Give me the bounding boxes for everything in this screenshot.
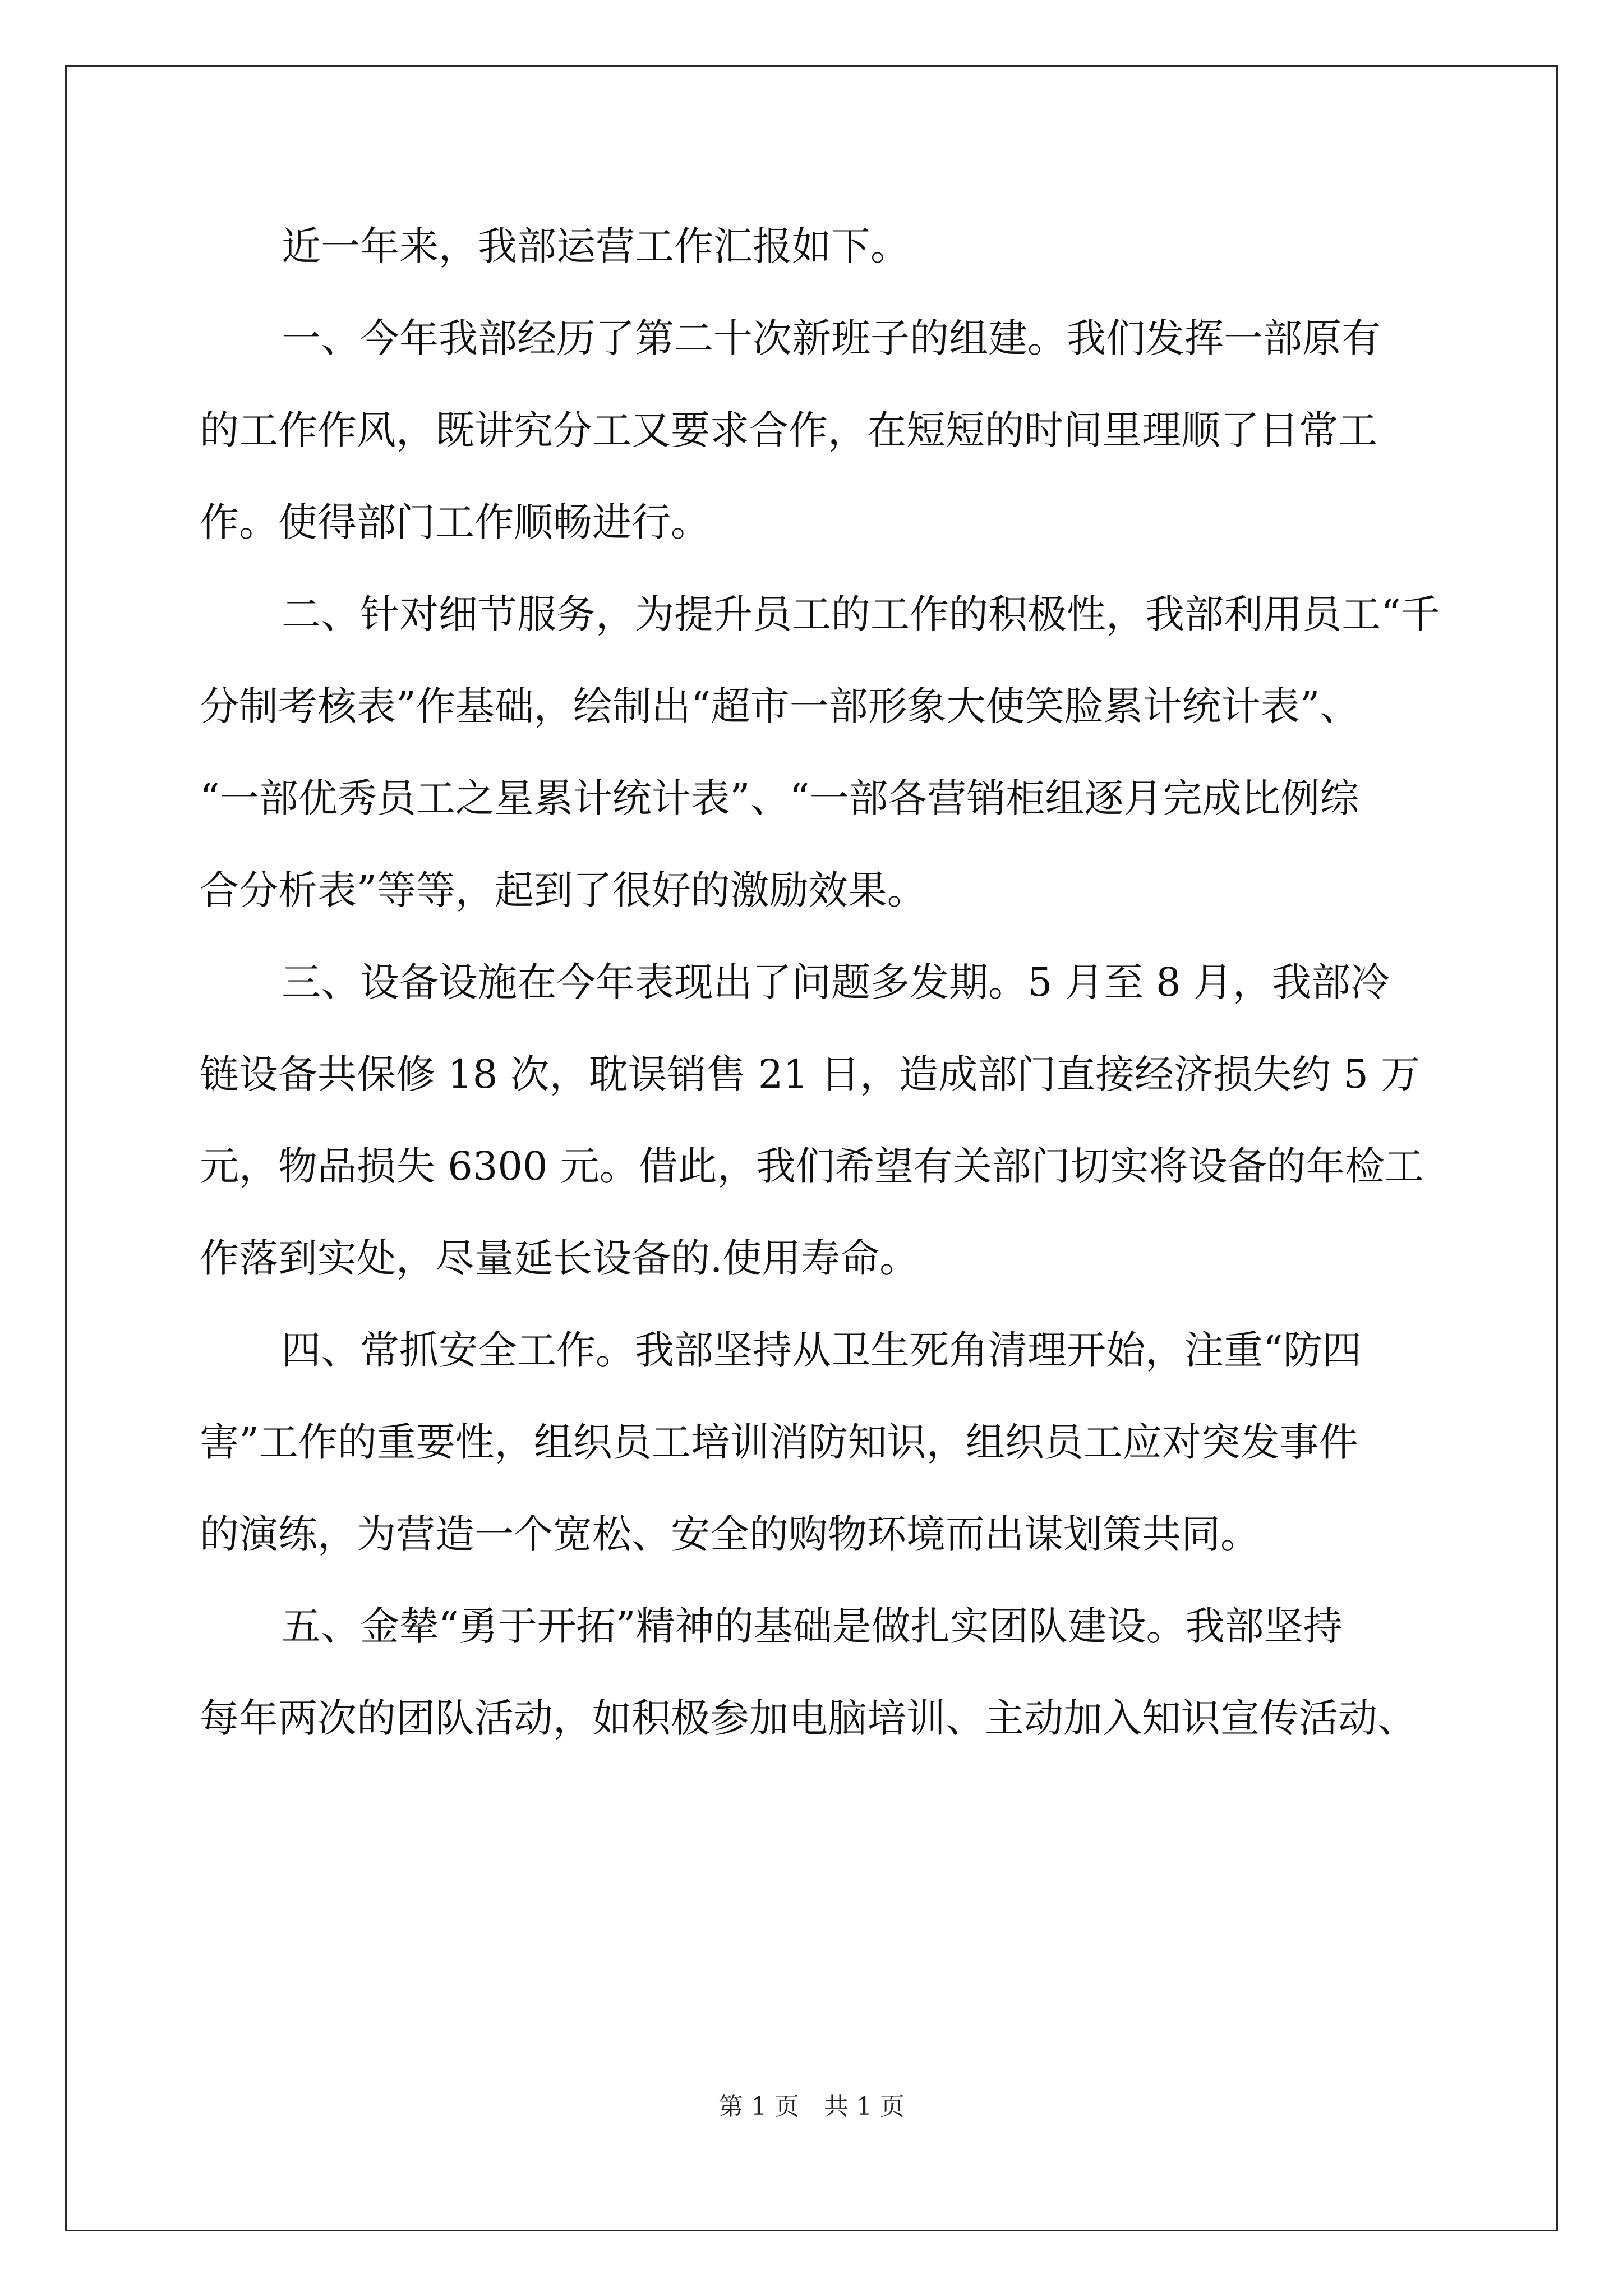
paragraph-5-line-1: 四、常抓安全工作。我部坚持从卫生死角清理开始，注重“防四	[282, 1327, 1362, 1373]
page-footer: 第 1 页 共 1 页	[718, 2092, 905, 2121]
paragraph-1-line-1: 近一年来，我部运营工作汇报如下。	[282, 223, 910, 269]
paragraph-2-line-2: 的工作作风，既讲究分工又要求合作，在短短的时间里理顺了日常工	[200, 407, 1377, 453]
paragraph-4-line-1: 三、设备设施在今年表现出了问题多发期。5 月至 8 月，我部冷	[282, 959, 1390, 1005]
paragraph-2-line-1: 一、今年我部经历了第二十次新班子的组建。我们发挥一部原有	[282, 315, 1381, 361]
paragraph-5-line-2: 害”工作的重要性，组织员工培训消防知识，组织员工应对突发事件	[200, 1419, 1358, 1465]
paragraph-3-line-4: 合分析表”等等，起到了很好的激励效果。	[200, 867, 926, 913]
paragraph-5-line-3: 的演练，为营造一个宽松、安全的购物环境而出谋划策共同。	[200, 1511, 1260, 1557]
paragraph-3-line-2: 分制考核表”作基础，绘制出“超市一部形象大使笑脸累计统计表”、	[200, 683, 1359, 729]
paragraph-2-line-3: 作。使得部门工作顺畅进行。	[200, 499, 710, 545]
paragraph-4-line-2: 链设备共保修 18 次，耽误销售 21 日，造成部门直接经济损失约 5 万	[200, 1051, 1421, 1097]
paragraph-6-line-2: 每年两次的团队活动，如积极参加电脑培训、主动加入知识宣传活动、	[200, 1695, 1417, 1741]
paragraph-3-line-1: 二、针对细节服务，为提升员工的工作的积极性，我部利用员工“千	[282, 591, 1440, 637]
paragraph-4-line-3: 元，物品损失 6300 元。借此，我们希望有关部门切实将设备的年检工	[200, 1143, 1424, 1189]
paragraph-6-line-1: 五、金辇“勇于开拓”精神的基础是做扎实团队建设。我部坚持	[282, 1603, 1343, 1649]
paragraph-3-line-3: “一部优秀员工之星累计统计表”、“一部各营销柜组逐月完成比例综	[200, 775, 1359, 821]
paragraph-4-line-4: 作落到实处，尽量延长设备的.使用寿命。	[200, 1235, 919, 1281]
